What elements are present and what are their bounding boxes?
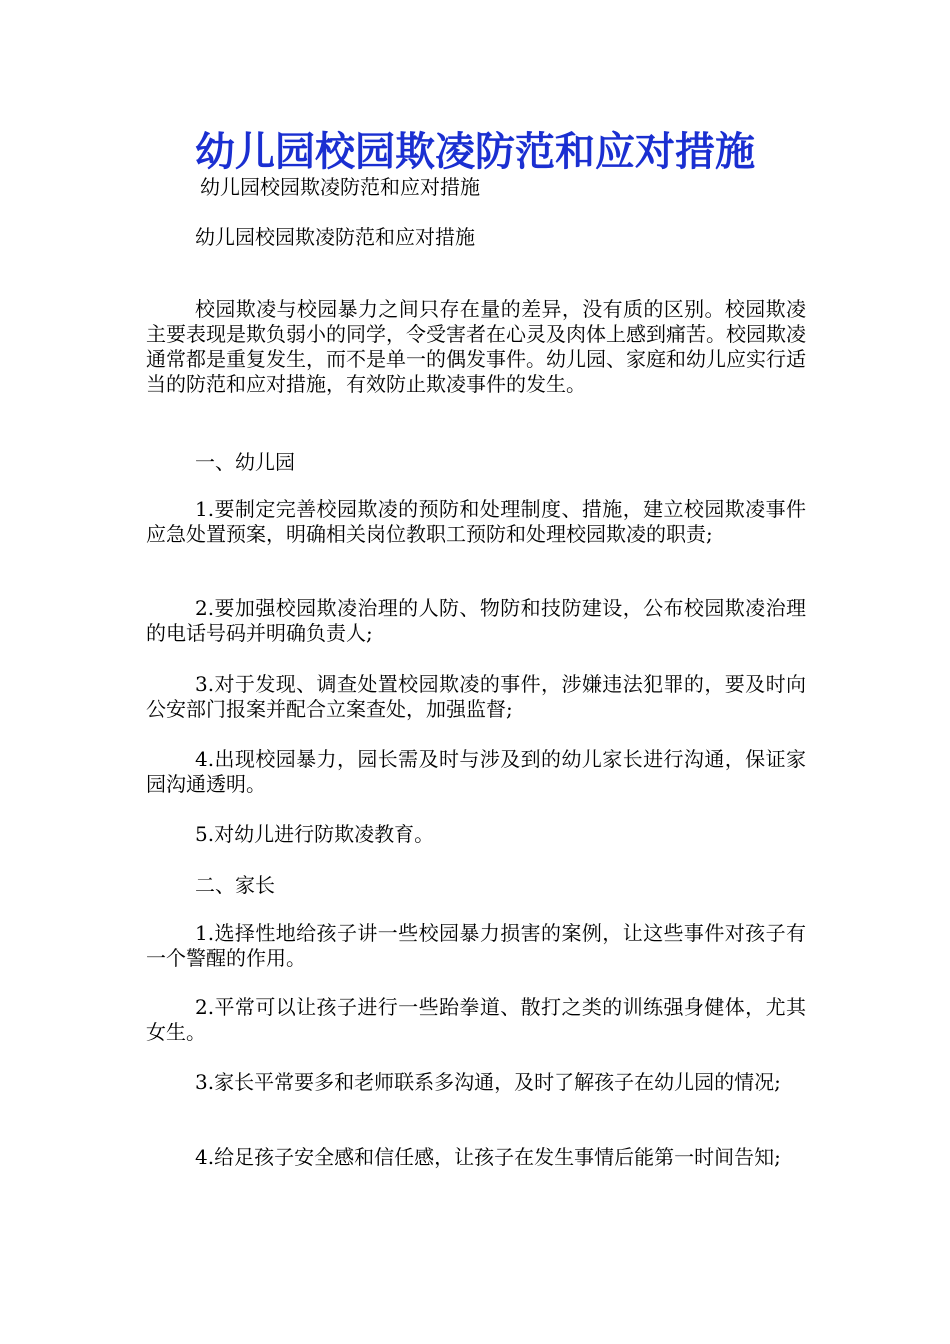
section-1-item-1: 1.要制定完善校园欺凌的预防和处理制度、措施，建立校园欺凌事件应急处置预案，明确相关岗位教职工预防和处理校园欺凌的职责; <box>146 497 806 546</box>
section-1-item-5: 5.对幼儿进行防欺凌教育。 <box>195 822 435 846</box>
section-2-item-3: 3.家长平常要多和老师联系多沟通，及时了解孩子在幼儿园的情况; <box>195 1070 781 1094</box>
section-1-heading: 一、幼儿园 <box>195 450 295 474</box>
section-1-item-3: 3.对于发现、调查处置校园欺凌的事件，涉嫌违法犯罪的，要及时向公安部门报案并配合立案查处，加强监督; <box>146 672 806 721</box>
section-1-item-4: 4.出现校园暴力，园长需及时与涉及到的幼儿家长进行沟通，保证家园沟通透明。 <box>146 747 806 796</box>
document-subtitle-2: 幼儿园校园欺凌防范和应对措施 <box>195 225 475 249</box>
section-2-item-1: 1.选择性地给孩子讲一些校园暴力损害的案例，让这些事件对孩子有一个警醒的作用。 <box>146 921 806 970</box>
intro-paragraph: 校园欺凌与校园暴力之间只存在量的差异，没有质的区别。校园欺凌主要表现是欺负弱小的同学，令受害者在心灵及肉体上感到痛苦。校园欺凌通常都是重复发生，而不是单一的偶发事件。幼儿园、家庭和幼儿应实行适当的防范和应对措施，有效防止欺凌事件的发生。 <box>146 297 806 396</box>
section-2-item-2: 2.平常可以让孩子进行一些跆拳道、散打之类的训练强身健体，尤其女生。 <box>146 995 806 1044</box>
section-1-item-2: 2.要加强校园欺凌治理的人防、物防和技防建设，公布校园欺凌治理的电话号码并明确负责人; <box>146 596 806 645</box>
document-subtitle-1: 幼儿园校园欺凌防范和应对措施 <box>200 175 480 199</box>
section-2-item-4: 4.给足孩子安全感和信任感，让孩子在发生事情后能第一时间告知; <box>195 1145 781 1169</box>
section-2-heading: 二、家长 <box>195 873 275 897</box>
document-title: 幼儿园校园欺凌防范和应对措施 <box>195 128 755 175</box>
